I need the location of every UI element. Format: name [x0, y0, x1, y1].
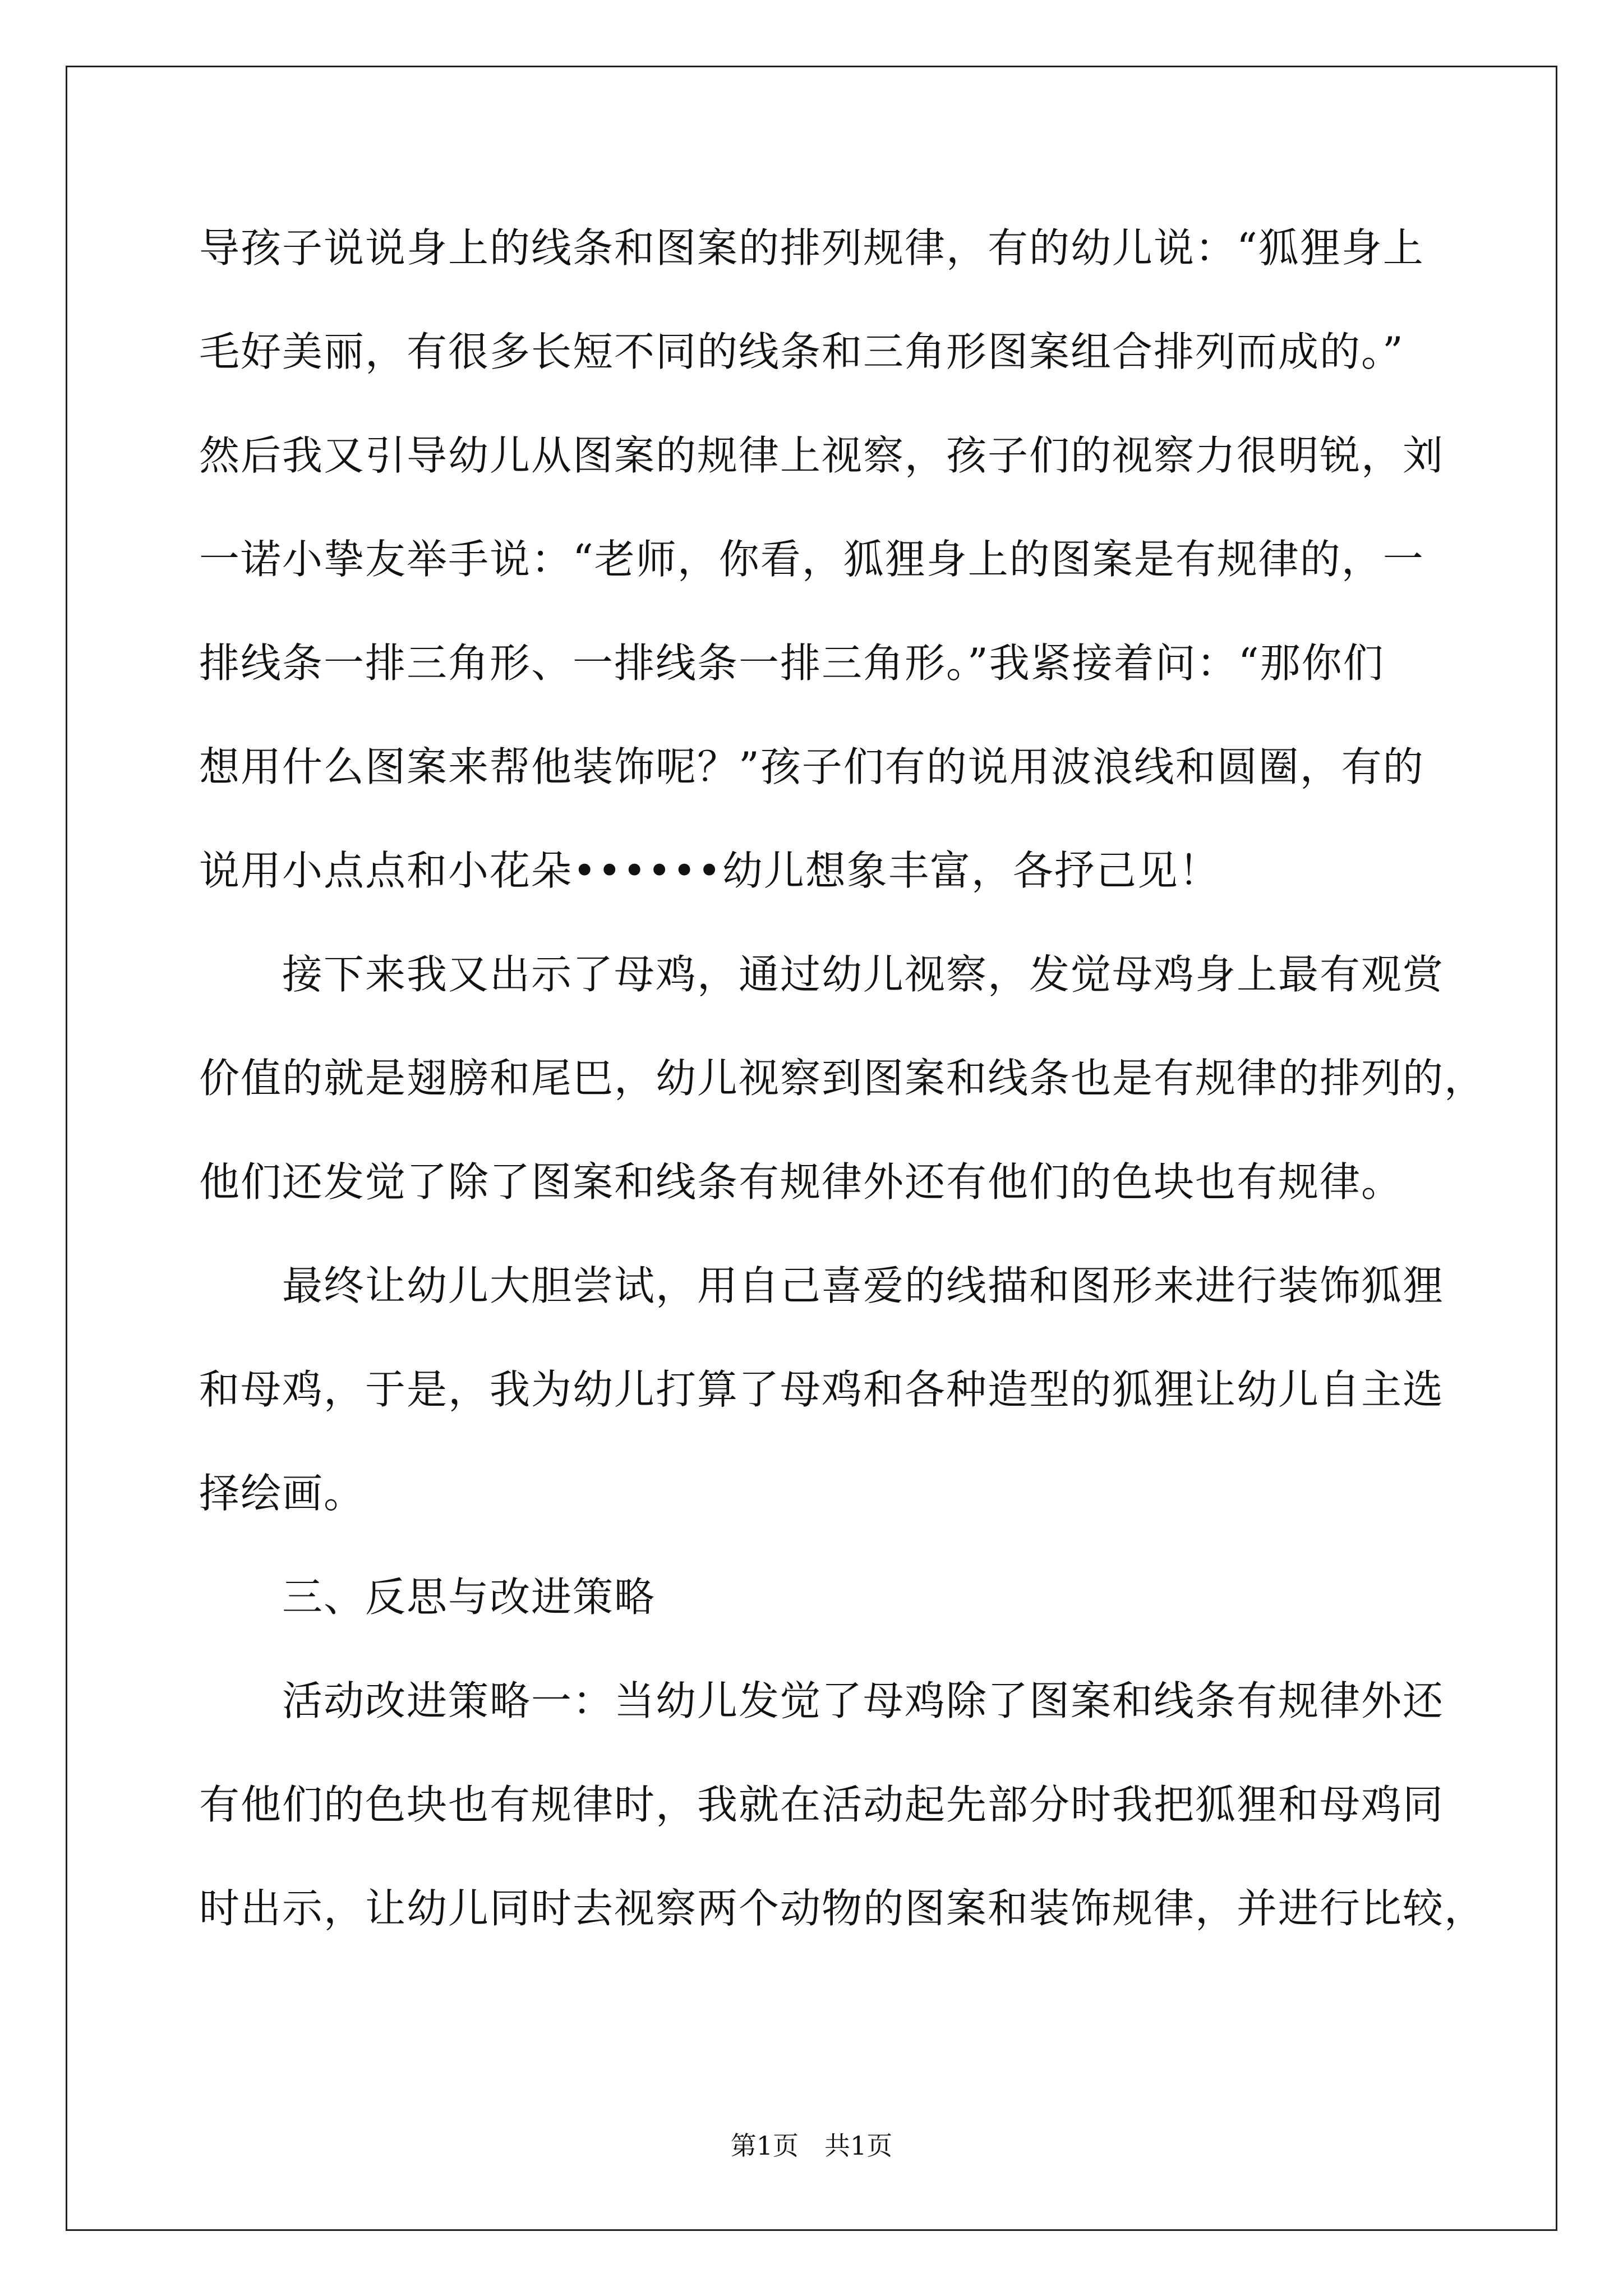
text-line: 价值的就是翅膀和尾巴，幼儿视察到图案和线条也是有规律的排列的，: [199, 1055, 1486, 1102]
paragraph-start-line: 最终让幼儿大胆尝试，用自己喜爱的线描和图形来进行装饰狐狸: [282, 1262, 1445, 1309]
text-line: 有他们的色块也有规律时，我就在活动起先部分时我把狐狸和母鸡同: [199, 1781, 1445, 1828]
text-line: 导孩子说说身上的线条和图案的排列规律，有的幼儿说：“狐狸身上: [199, 224, 1424, 272]
text-line: 时出示，让幼儿同时去视察两个动物的图案和装饰规律，并进行比较，: [199, 1885, 1486, 1932]
text-line: 想用什么图案来帮他装饰呢？”孩子们有的说用波浪线和圆圈，有的: [199, 743, 1424, 790]
text-line: 然后我又引导幼儿从图案的规律上视察，孩子们的视察力很明锐，刘: [199, 432, 1445, 479]
document-body: [199, 196, 1486, 1961]
text-line: 排线条一排三角形、一排线条一排三角形。”我紧接着问：“那你们: [199, 639, 1385, 687]
paragraph-start-line: 接下来我又出示了母鸡，通过幼儿视察，发觉母鸡身上最有观赏: [282, 951, 1445, 998]
text-line: 一诺小挚友举手说：“老师，你看，狐狸身上的图案是有规律的，一: [199, 536, 1424, 583]
text-line: 他们还发觉了除了图案和线条有规律外还有他们的色块也有规律。: [199, 1158, 1403, 1205]
section-heading: 三、反思与改进策略: [282, 1573, 656, 1621]
page-footer: 第1页 共1页: [730, 2131, 893, 2161]
text-line: 说用小点点和小花朵••••••幼儿想象丰富，各抒己见！: [199, 847, 1220, 894]
text-line: 择绘画。: [199, 1470, 366, 1517]
text-line: 毛好美丽，有很多长短不同的线条和三角形图案组合排列而成的。”: [199, 328, 1404, 375]
paragraph-start-line: 活动改进策略一：当幼儿发觉了母鸡除了图案和线条有规律外还: [282, 1677, 1445, 1724]
text-line: 和母鸡，于是，我为幼儿打算了母鸡和各种造型的狐狸让幼儿自主选: [199, 1366, 1445, 1413]
